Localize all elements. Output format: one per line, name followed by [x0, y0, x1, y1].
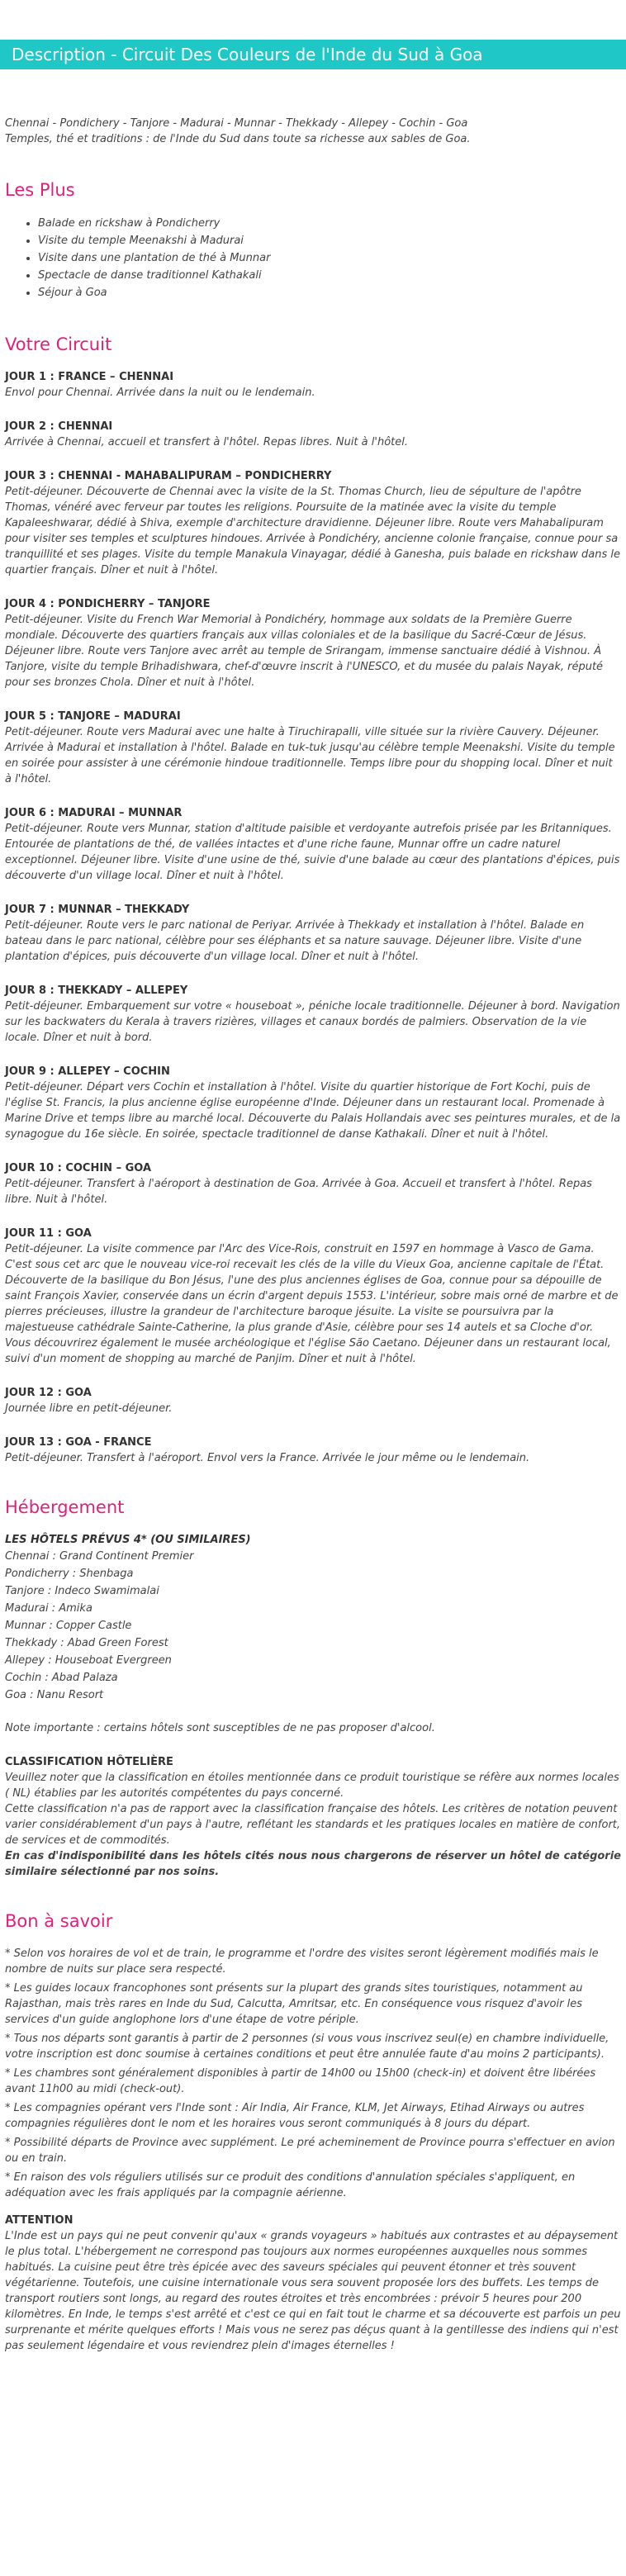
list-item: • Balade en rickshaw à Pondicherry	[38, 215, 621, 232]
attention-title: ATTENTION	[5, 2214, 74, 2227]
classification-title: CLASSIFICATION HÔTELIÈRE	[5, 1756, 173, 1768]
day-title: JOUR 8 : THEKKADY – ALLEPEY	[5, 984, 188, 997]
day-11	[5, 1226, 621, 1367]
hotel-item: Munnar : Copper Castle	[5, 1620, 132, 1632]
info-item: * Possibilité départs de Province avec supplément. Le pré acheminement de Province pourra s'effectuer en avion ou en train.	[5, 2137, 615, 2165]
plus-heading: Les Plus	[5, 180, 75, 200]
bon-a-savoir-section	[5, 1946, 621, 2354]
day-text: Petit-déjeuner. Route vers Munnar, station d'altitude paisible et verdoyante autrefois prisée par les Britanniques. Entourée de plantations de thé, de vallées intactes et d'une riche faune, Munnar offre un cadre naturel exceptionnel. Déjeuner libre. Visite d'une usine de thé, suivie d'une balade au cœur des plantations d'épices, puis découverte d'un village local. Dîner et nuit à l'hôtel.	[5, 823, 620, 882]
day-text: Petit-déjeuner. Embarquement sur votre « houseboat », péniche locale traditionnelle. Déjeuner à bord. Navigation sur les backwaters du Kerala à travers rizières, villages et canaux bordés de palmiers. Observation de la vie locale. Dîner et nuit à bord.	[5, 1000, 620, 1044]
hebergement-heading: Hébergement	[5, 1497, 125, 1517]
classification-text: Veuillez noter que la classification en étoiles mentionnée dans ce produit touristique se réfère aux normes locales ( NL) établies par les autorités compétentes du pays concerné.	[5, 1772, 619, 1800]
info-item: * Les compagnies opérant vers l'Inde sont : Air India, Air France, KLM, Jet Airways, Etihad Airways ou autres compagnies régulières dont le nom et les horaires vous seront communiqués à 8 jours du départ.	[5, 2102, 585, 2130]
day-text: Petit-déjeuner. Route vers le parc national de Periyar. Arrivée à Thekkady et installation à l'hôtel. Balade en bateau dans le parc national, célèbre pour ses éléphants et sa nature sauvage. Déjeuner libre. Visite d'une plantation d'épices, puis découverte d'un village local. Dîner et nuit à l'hôtel.	[5, 919, 585, 963]
info-item: * Les chambres sont généralement disponibles à partir de 14h00 ou 15h00 (check-in) et doivent être libérées avant 11h00 au midi (check-out).	[5, 2067, 596, 2095]
classification-text: Cette classification n'a pas de rapport avec la classification française des hôtels. Les critères de notation peuvent varier considérablement d'un pays à l'autre, reflétant les standards et les pratiques locales en matière de confort, de services et de commodités.	[5, 1803, 621, 1847]
day-text: Petit-déjeuner. Découverte de Chennai avec la visite de la St. Thomas Church, lieu de sépulture de l'apôtre Thomas, vénéré avec ferveur par toutes les religions. Poursuite de la matinée avec la visite du temple Kapaleeshwarar, dédié à Shiva, exemple d'architecture dravidienne. Déjeuner libre. Route vers Mahabalipuram pour visiter ses temples et sculptures hindoues. Arrivée à Pondichéry, ancienne colonie française, connue pour sa tranquillité et ses plages. Visite du temple Manakula Vinayagar, dédié à Ganesha, puis balade en rickshaw dans le quartier français. Dîner et nuit à l'hôtel.	[5, 486, 620, 576]
bon-a-savoir-heading: Bon à savoir	[5, 1911, 113, 1931]
hotels-subtitle: LES HÔTELS PRÉVUS 4* (OU SIMILAIRES)	[5, 1534, 251, 1546]
list-item: • Spectacle de danse traditionnel Kathakali	[38, 267, 621, 284]
day-9	[5, 1064, 621, 1142]
intro-tagline: Temples, thé et traditions : de l'Inde du Sud dans toute sa richesse aux sables de Goa.	[5, 133, 471, 145]
day-title: JOUR 7 : MUNNAR – THEKKADY	[5, 904, 190, 916]
attention-text: L'Inde est un pays qui ne peut convenir qu'aux « grands voyageurs » habitués aux contrastes et au dépaysement le plus total. L'hébergement ne correspond pas toujours aux normes européennes auxquelles nous sommes habitués. La cuisine peut être très épicée avec des saveurs spéciales qui peuvent étonner et très souvent végétarienne. Toutefois, une cuisine internationale vous sera souvent proposée lors des buffets. Les temps de transport routiers sont longs, au regard des routes étroites et très encombrées : prévoir 5 heures pour 200 kilomètres. En Inde, le temps s'est arrêté et c'est ce qui en fait tout le charme et sa découverte est parfois un peu surprenante et mérite quelques efforts ! Mais vous ne serez pas déçus quant à la gentillesse des indiens qui n'est pas seulement légendaire et vous reviendrez plein d'images éternelles !	[5, 2230, 621, 2352]
day-7	[5, 902, 621, 965]
day-title: JOUR 4 : PONDICHERRY – TANJORE	[5, 598, 211, 610]
day-2	[5, 419, 621, 450]
day-text: Petit-déjeuner. La visite commence par l'Arc des Vice-Rois, construit en 1597 en hommage à Vasco de Gama. C'est sous cet arc que le nouveau vice-roi recevait les clés de la ville du Vieux Goa, ancienne capitale de l'État. Découverte de la basilique du Bon Jésus, l'une des plus anciennes églises de Goa, connue pour sa dépouille de saint François Xavier, conservée dans un écrin d'argent depuis 1553. L'intérieur, sobre mais orné de marbre et de pierres précieuses, illustre la grandeur de l'architecture baroque jésuite. La visite se poursuivra par la majestueuse cathédrale Sainte-Catherine, la plus grande d'Asie, célèbre pour ses 14 autels et sa Cloche d'or. Vous découvrirez également le musée archéologique et l'église São Caetano. Déjeuner dans un restaurant local, suivi d'un moment de shopping au marché de Panjim. Dîner et nuit à l'hôtel.	[5, 1243, 619, 1365]
day-4	[5, 596, 621, 690]
day-text: Petit-déjeuner. Départ vers Cochin et installation à l'hôtel. Visite du quartier historique de Fort Kochi, puis de l'église St. Francis, la plus ancienne église européenne d'Inde. Déjeuner dans un restaurant local. Promenade à Marine Drive et temps libre au marché local. Découverte du Palais Hollandais avec ses peintures murales, et de la synagogue du 16e siècle. En soirée, spectacle traditionnel de danse Kathakali. Dîner et nuit à l'hôtel.	[5, 1081, 621, 1141]
info-item: * En raison des vols réguliers utilisés sur ce produit des conditions d'annulation spéciales s'appliquent, en adéquation avec les frais appliqués par la compagnie aérienne.	[5, 2171, 576, 2199]
classification-bold-note: En cas d'indisponibilité dans les hôtels cités nous nous chargerons de réserver un hôtel de catégorie similaire sélectionné par nos soins.	[5, 1850, 621, 1878]
day-title: JOUR 5 : TANJORE – MADURAI	[5, 710, 181, 723]
day-title: JOUR 3 : CHENNAI - MAHABALIPURAM – PONDICHERRY	[5, 470, 332, 482]
circuit-heading: Votre Circuit	[5, 334, 112, 354]
day-6	[5, 805, 621, 884]
alcohol-note: Note importante : certains hôtels sont susceptibles de ne pas proposer d'alcool.	[5, 1722, 435, 1734]
info-item: * Les guides locaux francophones sont présents sur la plupart des grands sites touristiques, notamment au Rajasthan, mais très rares en Inde du Sud, Calcutta, Amritsar, etc. En conséquence vous risquez d'avoir les services d'un guide anglophone lors d'une étape de votre périple.	[5, 1982, 583, 2026]
day-text: Petit-déjeuner. Route vers Madurai avec une halte à Tiruchirapalli, ville située sur la rivière Cauvery. Déjeuner. Arrivée à Madurai et installation à l'hôtel. Balade en tuk-tuk jusqu'au célèbre temple Meenakshi. Visite du temple en soirée pour assister à une cérémonie hindoue traditionnelle. Temps libre pour du shopping local. Dîner et nuit à l'hôtel.	[5, 726, 615, 785]
day-title: JOUR 13 : GOA - FRANCE	[5, 1436, 152, 1449]
day-title: JOUR 12 : GOA	[5, 1387, 92, 1399]
plus-list	[5, 215, 621, 301]
day-title: JOUR 1 : FRANCE – CHENNAI	[5, 371, 174, 383]
page-title: Description - Circuit Des Couleurs de l'Inde du Sud à Goa	[12, 45, 483, 64]
info-item: * Tous nos départs sont garantis à partir de 2 personnes (si vous vous inscrivez seul(e) en chambre individuelle, votre inscription est donc soumise à certaines conditions et peut être annulée faute d'au moins 2 participants).	[5, 2033, 609, 2061]
hotel-item: Madurai : Amika	[5, 1602, 92, 1615]
day-text: Petit-déjeuner. Transfert à l'aéroport à destination de Goa. Arrivée à Goa. Accueil et transfert à l'hôtel. Repas libre. Nuit à l'hôtel.	[5, 1178, 592, 1206]
hebergement-section	[5, 1532, 621, 1880]
day-title: JOUR 9 : ALLEPEY – COCHIN	[5, 1065, 170, 1078]
day-text: Arrivée à Chennai, accueil et transfert à l'hôtel. Repas libres. Nuit à l'hôtel.	[5, 436, 408, 448]
hotel-item: Tanjore : Indeco Swamimalai	[5, 1585, 159, 1597]
info-item: * Selon vos horaires de vol et de train, le programme et l'ordre des visites seront légèrement modifiés mais le nombre de nuits sur place sera respecté.	[5, 1947, 599, 1976]
day-title: JOUR 2 : CHENNAI	[5, 420, 113, 433]
day-text: Petit-déjeuner. Transfert à l'aéroport. Envol vers la France. Arrivée le jour même ou le lendemain.	[5, 1452, 530, 1464]
day-12	[5, 1385, 621, 1416]
intro	[5, 116, 621, 147]
day-10	[5, 1160, 621, 1207]
hotel-item: Chennai : Grand Continent Premier	[5, 1550, 194, 1563]
list-item: • Visite du temple Meenakshi à Madurai	[38, 232, 621, 249]
day-title: JOUR 10 : COCHIN – GOA	[5, 1162, 152, 1174]
hotel-item: Allepey : Houseboat Evergreen	[5, 1654, 172, 1667]
description-banner	[0, 40, 626, 69]
list-item: • Visite dans une plantation de thé à Munnar	[38, 249, 621, 267]
hotel-item: Cochin : Abad Palaza	[5, 1672, 118, 1684]
list-item: • Séjour à Goa	[38, 284, 621, 301]
day-text: Journée libre en petit-déjeuner.	[5, 1402, 173, 1415]
day-8	[5, 983, 621, 1046]
hotel-item: Thekkady : Abad Green Forest	[5, 1637, 168, 1649]
day-title: JOUR 6 : MADURAI – MUNNAR	[5, 807, 183, 819]
day-text: Petit-déjeuner. Visite du French War Memorial à Pondichéry, hommage aux soldats de la Première Guerre mondiale. Découverte des quartiers français aux villas coloniales et de la basilique du Sacré-Cœur de Jésus. Déjeuner libre. Route vers Tanjore avec arrêt au temple de Srirangam, immense sanctuaire dédié à Vishnou. À Tanjore, visite du temple Brihadishwara, chef-d'œuvre inscrit à l'UNESCO, et du musée du palais Nayak, réputé pour ses bronzes Chola. Dîner et nuit à l'hôtel.	[5, 614, 604, 689]
day-title: JOUR 11 : GOA	[5, 1227, 92, 1240]
circuit-days	[5, 369, 621, 1466]
content	[0, 116, 626, 2354]
intro-route: Chennai - Pondichery - Tanjore - Madurai - Munnar - Thekkady - Allepey - Cochin - Goa	[5, 117, 468, 130]
day-text: Envol pour Chennai. Arrivée dans la nuit ou le lendemain.	[5, 387, 315, 399]
hotel-item: Goa : Nanu Resort	[5, 1689, 104, 1701]
hotel-item: Pondicherry : Shenbaga	[5, 1568, 134, 1580]
day-3	[5, 468, 621, 578]
day-1	[5, 369, 621, 401]
day-13	[5, 1435, 621, 1466]
day-5	[5, 709, 621, 787]
